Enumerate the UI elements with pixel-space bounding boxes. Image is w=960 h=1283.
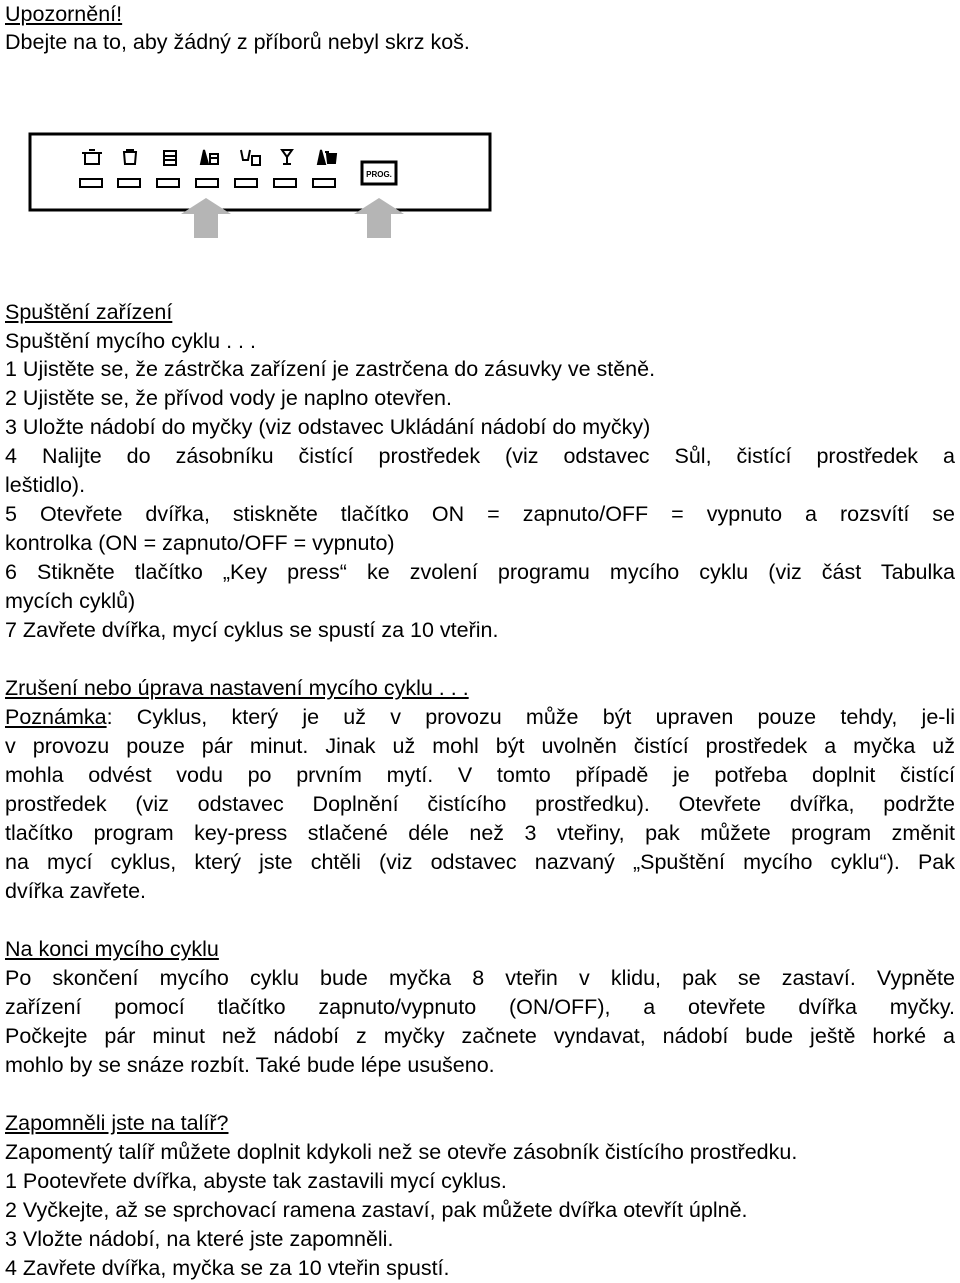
start-line-6: 5 Otevřete dvířka, stiskněte tlačítko ON = zapnuto/OFF = vypnuto a rozsvítí se: [5, 502, 955, 526]
start-line-8: 6 Stikněte tlačítko „Key press“ ke zvolení programu mycího cyklu (viz část Tabulka: [5, 560, 955, 584]
start-line-4: 4 Nalijte do zásobníku čistící prostředek (viz odstavec Sůl, čistící prostředek a: [5, 444, 955, 468]
forgot-heading: Zapomněli jste na talíř?: [5, 1111, 229, 1135]
indicator-slot: [80, 179, 102, 187]
panel-frame: [30, 134, 490, 210]
start-line-7: kontrolka (ON = zapnuto/OFF = vypnuto): [5, 531, 395, 555]
start-line-10: 7 Zavřete dvířka, mycí cyklus se spustí za 10 vteřin.: [5, 618, 499, 642]
forgot-line-5: 4 Zavřete dvířka, myčka se za 10 vteřin spustí.: [5, 1256, 450, 1280]
cancel-line-7: dvířka zavřete.: [5, 879, 146, 903]
indicator-slot: [196, 179, 218, 187]
cancel-line-4: prostředek (viz odstavec Doplnění čistícího prostředku). Otevřete dvířka, podržte: [5, 792, 955, 816]
prog-label: PROG.: [366, 170, 392, 179]
note-label: Poznámka: [5, 705, 107, 729]
end-line-3: Počkejte pár minut než nádobí z myčky začnete vyndavat, nádobí bude ještě horké a: [5, 1024, 955, 1048]
start-line-3: 3 Uložte nádobí do myčky (viz odstavec Ukládání nádobí do myčky): [5, 415, 651, 439]
indicator-slot: [274, 179, 296, 187]
end-line-2: zařízení pomocí tlačítko zapnuto/vypnuto (ON/OFF), a otevřete dvířka myčky.: [5, 995, 955, 1019]
warning-title: Upozornění!: [5, 2, 123, 26]
start-line-1: 1 Ujistěte se, že zástrčka zařízení je zastrčena do zásuvky ve stěně.: [5, 357, 656, 381]
start-line-9: mycích cyklů): [5, 589, 136, 613]
control-panel-illustration: [22, 128, 498, 240]
cancel-line-2: v provozu pouze pár minut. Jinak už mohl být uvolněn čistící prostředek a myčka už: [5, 734, 955, 758]
indicator-slot: [313, 179, 335, 187]
indicator-slot: [118, 179, 140, 187]
indicator-slot: [235, 179, 257, 187]
forgot-line-1: Zapomentý talíř můžete doplnit kdykoli než se otevře zásobník čistícího prostředku.: [5, 1140, 798, 1164]
cancel-line-3: mohla odvést vodu po prvním mytí. V tomto případě je potřeba doplnit čistící: [5, 763, 955, 787]
cancel-line-5: tlačítko program key-press stlačené déle než 3 vteřiny, pak můžete program změnit: [5, 821, 955, 845]
start-heading: Spuštění zařízení: [5, 300, 173, 324]
end-heading: Na konci mycího cyklu: [5, 937, 219, 961]
cancel-line-6: na mycí cyklus, který jste chtěli (viz odstavec nazvaný „Spuštění mycího cyklu“). Pak: [5, 850, 955, 874]
cancel-line-1: [5, 703, 955, 732]
forgot-line-4: 3 Vložte nádobí, na které jste zapomněli.: [5, 1227, 394, 1251]
forgot-line-3: 2 Vyčkejte, až se sprchovací ramena zastaví, pak můžete dvířka otevřít úplně.: [5, 1198, 748, 1222]
start-line-2: 2 Ujistěte se, že přívod vody je naplno otevřen.: [5, 386, 452, 410]
warning-text: Dbejte na to, aby žádný z příborů nebyl skrz koš.: [5, 30, 470, 54]
forgot-line-2: 1 Pootevřete dvířka, abyste tak zastavili mycí cyklus.: [5, 1169, 507, 1193]
note-first-line: : Cyklus, který je už v provozu může být upraven pouze tehdy, je-li: [106, 705, 955, 729]
cancel-heading: Zrušení nebo úprava nastavení mycího cyklu . . .: [5, 676, 469, 700]
start-line-5: leštidlo).: [5, 473, 86, 497]
start-subheading: Spuštění mycího cyklu . . .: [5, 329, 256, 353]
end-line-1: Po skončení mycího cyklu bude myčka 8 vteřin v klidu, pak se zastaví. Vypněte: [5, 966, 955, 990]
indicator-slot: [157, 179, 179, 187]
end-line-4: mohlo by se snáze rozbít. Také bude lépe usušeno.: [5, 1053, 495, 1077]
